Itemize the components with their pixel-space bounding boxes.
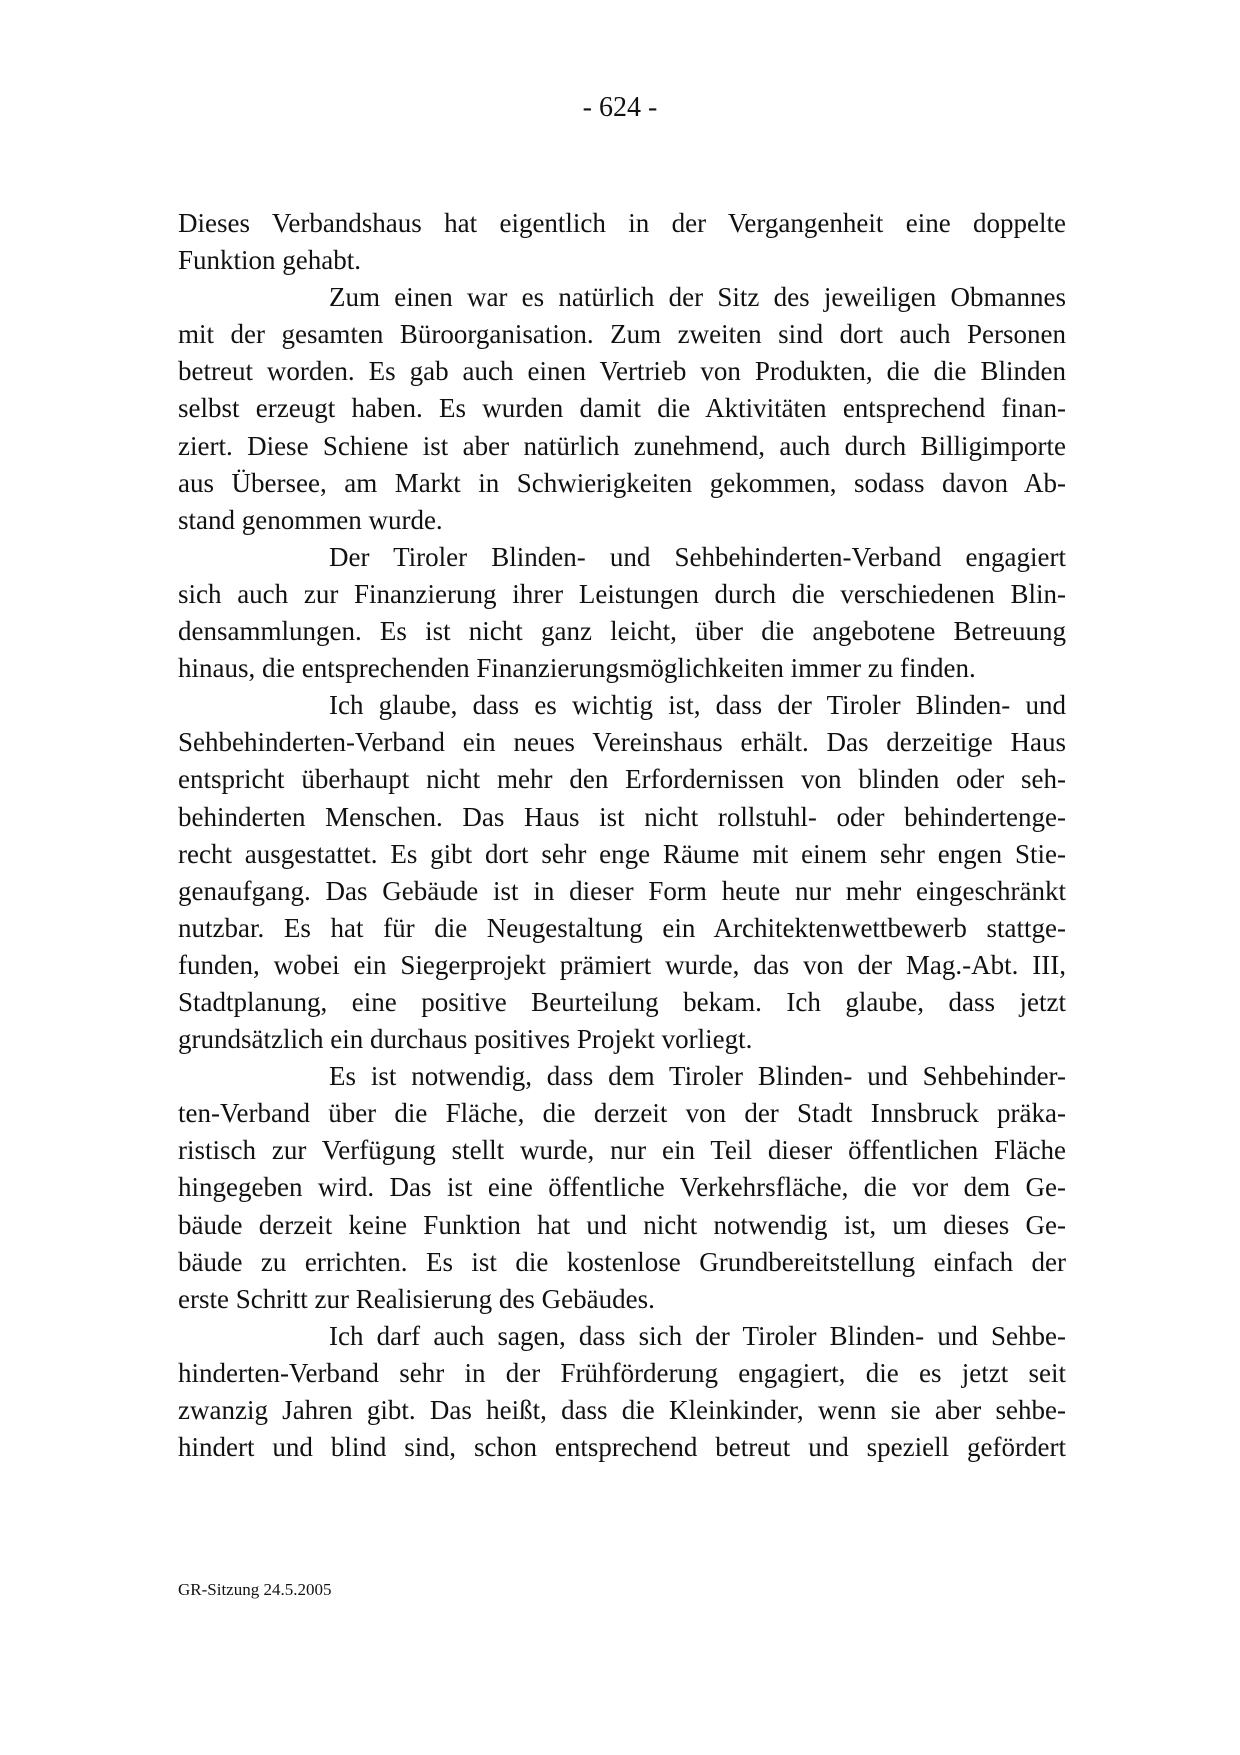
text-line: entspricht überhaupt nicht mehr den Erfordernissen von blinden oder seh- — [178, 764, 1066, 795]
text-line: ristisch zur Verfügung stellt wurde, nur ein Teil dieser öffentlichen Fläche — [178, 1135, 1066, 1166]
paragraph — [178, 539, 1066, 687]
text-line: Es ist notwendig, dass dem Tiroler Blinden- und Sehbehinder- — [329, 1061, 1066, 1092]
text-line: bäude zu errichten. Es ist die kostenlose Grundbereitstellung einfach der — [178, 1246, 1066, 1277]
footer-session-date: GR-Sitzung 24.5.2005 — [178, 1580, 332, 1599]
text-line: bäude derzeit keine Funktion hat und nicht notwendig ist, um dieses Ge- — [178, 1209, 1066, 1240]
text-line: recht ausgestattet. Es gibt dort sehr enge Räume mit einem sehr engen Stie- — [178, 838, 1066, 869]
paragraph — [178, 1318, 1066, 1466]
text-line: Dieses Verbandshaus hat eigentlich in der Vergangenheit eine doppelte — [178, 208, 1066, 238]
text-line: hinderten-Verband sehr in der Frühförderung engagiert, die es jetzt seit — [178, 1357, 1066, 1388]
text-line: Ich glaube, dass es wichtig ist, dass der Tiroler Blinden- und — [329, 690, 1066, 721]
paragraph — [178, 1058, 1066, 1318]
page-number: - 624 - — [582, 92, 658, 123]
text-line: mit der gesamten Büroorganisation. Zum zweiten sind dort auch Personen — [178, 319, 1066, 350]
text-line: aus Übersee, am Markt in Schwierigkeiten gekommen, sodass davon Ab- — [178, 467, 1066, 498]
text-line: genaufgang. Das Gebäude ist in dieser Form heute nur mehr eingeschränkt — [178, 875, 1066, 906]
text-line: betreut worden. Es gab auch einen Vertrieb von Produkten, die die Blinden — [178, 356, 1066, 387]
text-line: erste Schritt zur Realisierung des Gebäudes. — [178, 1283, 655, 1314]
text-line: Zum einen war es natürlich der Sitz des jeweiligen Obmannes — [329, 282, 1066, 313]
paragraph — [178, 687, 1066, 1058]
text-line: sich auch zur Finanzierung ihrer Leistungen durch die verschiedenen Blin- — [178, 578, 1066, 609]
text-line: grundsätzlich ein durchaus positives Projekt vorliegt. — [178, 1024, 753, 1055]
paragraph — [178, 279, 1066, 539]
text-line: Stadtplanung, eine positive Beurteilung bekam. Ich glaube, dass jetzt — [178, 986, 1066, 1017]
text-line: nutzbar. Es hat für die Neugestaltung ein Architektenwettbewerb stattge- — [178, 912, 1066, 943]
text-line: hindert und blind sind, schon entsprechend betreut und speziell gefördert — [178, 1432, 1066, 1463]
text-line: Der Tiroler Blinden- und Sehbehinderten-Verband engagiert — [329, 541, 1066, 572]
text-line: Ich darf auch sagen, dass sich der Tiroler Blinden- und Sehbe- — [329, 1320, 1066, 1351]
text-line: selbst erzeugt haben. Es wurden damit die Aktivitäten entsprechend finan- — [178, 393, 1066, 424]
paragraph — [178, 205, 1066, 279]
text-line: Funktion gehabt. — [178, 245, 361, 276]
text-line: ten-Verband über die Fläche, die derzeit von der Stadt Innsbruck präka- — [178, 1098, 1066, 1129]
text-line: densammlungen. Es ist nicht ganz leicht, über die angebotene Betreuung — [178, 616, 1066, 647]
text-line: ziert. Diese Schiene ist aber natürlich zunehmend, auch durch Billigimporte — [178, 430, 1066, 461]
text-line: behinderten Menschen. Das Haus ist nicht rollstuhl- oder behindertenge- — [178, 801, 1066, 832]
text-line: zwanzig Jahren gibt. Das heißt, dass die Kleinkinder, wenn sie aber sehbe- — [178, 1395, 1066, 1425]
text-line: hinaus, die entsprechenden Finanzierungsmöglichkeiten immer zu finden. — [178, 653, 976, 684]
document-body — [178, 205, 1066, 1466]
text-line: funden, wobei ein Siegerprojekt prämiert wurde, das von der Mag.-Abt. III, — [178, 949, 1066, 980]
text-line: hingegeben wird. Das ist eine öffentliche Verkehrsfläche, die vor dem Ge- — [178, 1172, 1066, 1203]
text-line: stand genommen wurde. — [178, 504, 443, 535]
text-line: Sehbehinderten-Verband ein neues Vereinshaus erhält. Das derzeitige Haus — [178, 727, 1066, 758]
